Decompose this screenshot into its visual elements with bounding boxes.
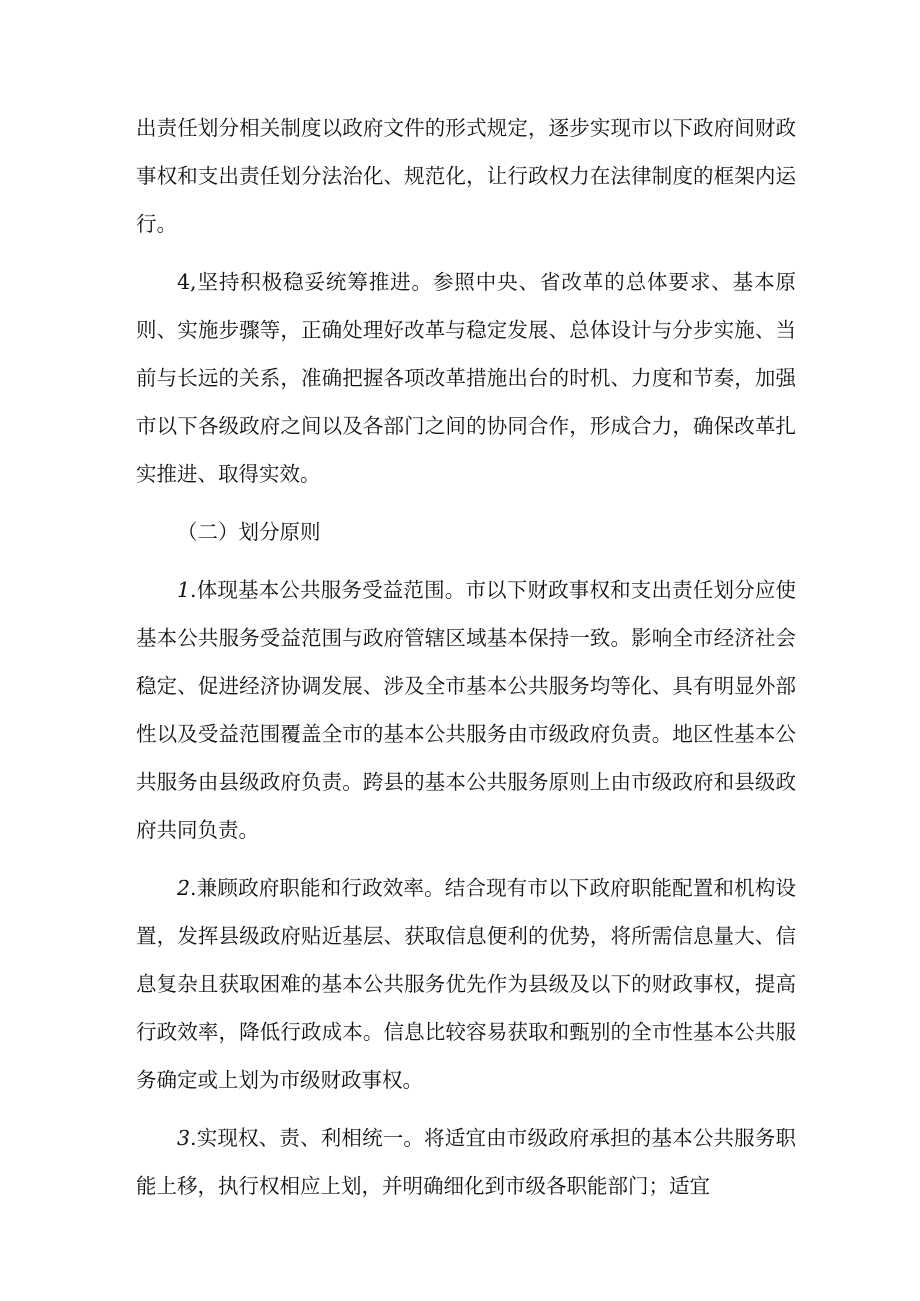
paragraph-principle-4 (136, 258, 796, 498)
paragraph-text: .体现基本公共服务受益范围。市以下财政事权和支出责任划分应使基本公共服务受益范围与政府管辖区域基本保持一致。影响全市经济社会稳定、促进经济协调发展、涉及全市基本公共服务均等化、具有明显外部性以及受益范围覆盖全市的基本公共服务由市级政府负责。地区性基本公共服务由县级政府负责。跨县的基本公共服务原则上由市级政府和县级政府共同负责。 (136, 578, 796, 842)
paragraph-text: .兼顾政府职能和行政效率。结合现有市以下政府职能配置和机构设置，发挥县级政府贴近基层、获取信息便利的优势，将所需信息量大、信息复杂且获取困难的基本公共服务优先作为县级及以下的财政事权，提高行政效率，降低行政成本。信息比较容易获取和甄别的全市性基本公共服务确定或上划为市级财政事权。 (136, 876, 796, 1092)
paragraph-rule-2 (136, 864, 796, 1104)
paragraph-rule-1 (136, 566, 796, 854)
paragraph-rule-3 (136, 1114, 796, 1210)
section-heading (136, 508, 796, 556)
item-number: 3 (177, 1126, 191, 1150)
heading-text: （二）划分原则 (177, 520, 321, 544)
document-body (136, 104, 796, 1210)
paragraph-text: 出责任划分相关制度以政府文件的形式规定，逐步实现市以下政府间财政事权和支出责任划分法治化、规范化，让行政权力在法律制度的框架内运行。 (136, 116, 796, 236)
item-number: 1 (177, 578, 191, 602)
item-number: 2 (177, 876, 191, 900)
paragraph-text: .实现权、责、利相统一。将适宜由市级政府承担的基本公共服务职能上移，执行权相应上划，并明确细化到市级各职能部门；适宜 (136, 1126, 796, 1198)
paragraph-continuation (136, 104, 796, 248)
paragraph-text: 4,坚持积极稳妥统筹推进。参照中央、省改革的总体要求、基本原则、实施步骤等，正确处理好改革与稳定发展、总体设计与分步实施、当前与长远的关系，准确把握各项改革措施出台的时机、力度和节奏，加强市以下各级政府之间以及各部门之间的协同合作，形成合力，确保改革扎实推进、取得实效。 (136, 270, 796, 486)
